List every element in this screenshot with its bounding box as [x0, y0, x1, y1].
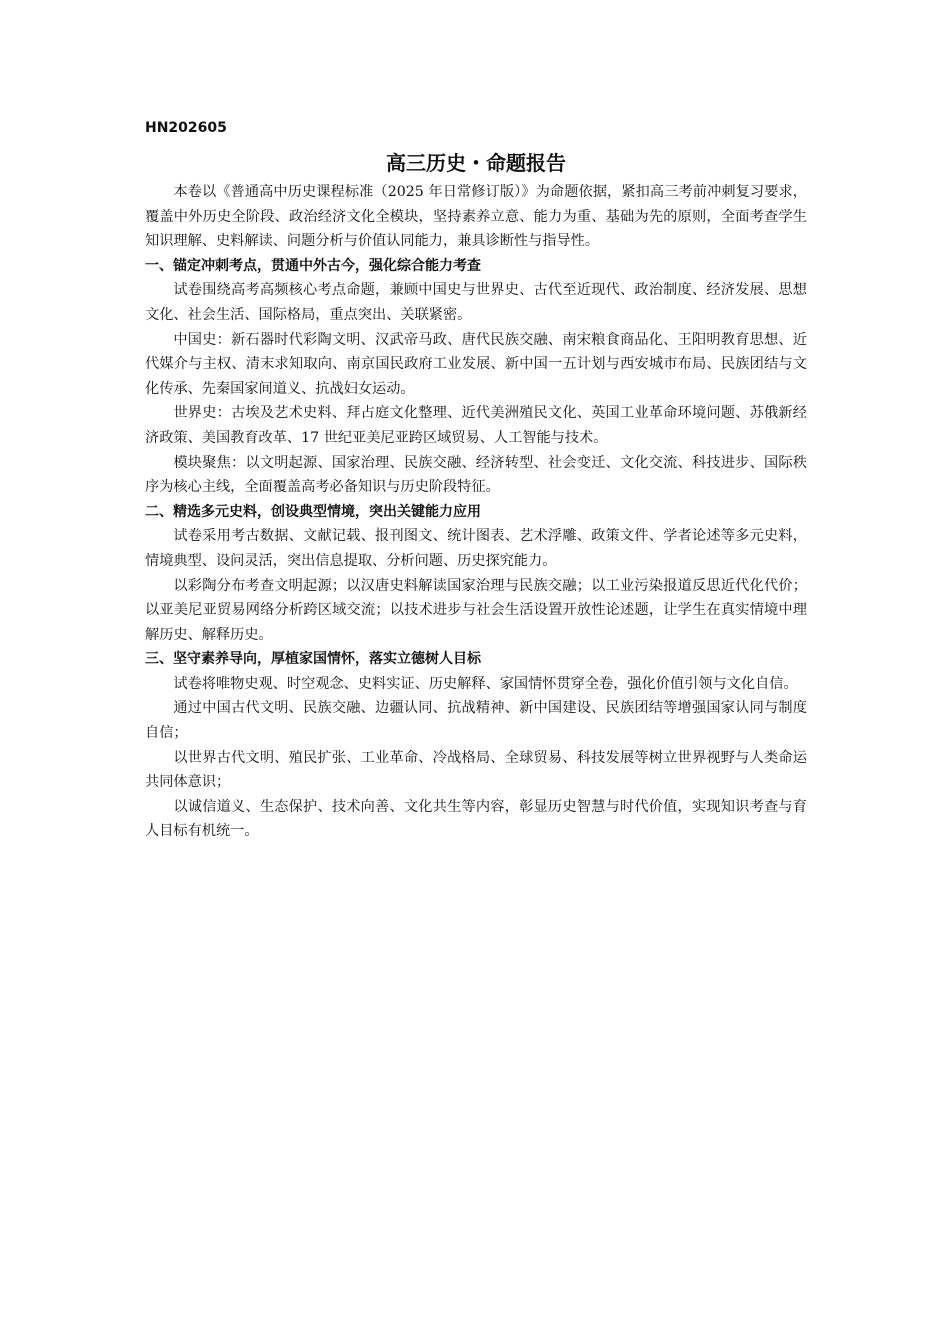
- section-paragraph: 以世界古代文明、殖民扩张、工业革命、冷战格局、全球贸易、科技发展等树立世界视野与人类命运共同体意识；: [145, 749, 807, 791]
- section-paragraph: 以诚信道义、生态保护、技术向善、文化共生等内容，彰显历史智慧与时代价值，实现知识考查与育人目标有机统一。: [145, 798, 807, 840]
- section-paragraph: 以彩陶分布考查文明起源；以汉唐史料解读国家治理与民族交融；以工业污染报道反思近代化代价；以亚美尼亚贸易网络分析跨区域交流；以技术进步与社会生活设置开放性论述题，让学生在真实情境中理解历史、解释历史。: [145, 577, 807, 643]
- section-2: [145, 500, 807, 648]
- section-paragraph: 试卷采用考古数据、文献记载、报刊图文、统计图表、艺术浮雕、政策文件、学者论述等多元史料，情境典型、设问灵活，突出信息提取、分析问题、历史探究能力。: [145, 528, 807, 569]
- document-page: [145, 118, 807, 844]
- section-paragraph: 中国史：新石器时代彩陶文明、汉武帝马政、唐代民族交融、南宋粮食商品化、王阳明教育思想、近代媒介与主权、清末求知取向、南京国民政府工业发展、新中国一五计划与西安城市布局、民族团结与文化传承、先秦国家间道义、抗战妇女运动。: [145, 331, 807, 397]
- section-paragraph: 试卷围绕高考高频核心考点命题，兼顾中国史与世界史、古代至近现代、政治制度、经济发展、思想文化、社会生活、国际格局，重点突出、关联紧密。: [145, 282, 807, 323]
- section-paragraph: 通过中国古代文明、民族交融、边疆认同、抗战精神、新中国建设、民族团结等增强国家认同与制度自信；: [145, 700, 807, 742]
- document-title: 高三历史・命题报告: [386, 151, 566, 175]
- section-1: [145, 254, 807, 500]
- section-paragraph: 试卷将唯物史观、时空观念、史料实证、历史解释、家国情怀贯穿全卷，强化价值引领与文化自信。: [173, 675, 798, 692]
- section-paragraph: 模块聚焦：以文明起源、国家治理、民族交融、经济转型、社会变迁、文化交流、科技进步、国际秩序为核心主线，全面覆盖高考必备知识与历史阶段特征。: [145, 454, 807, 496]
- intro-paragraph: 本卷以《普通高中历史课程标准（2025 年日常修订版）》为命题依据，紧扣高三考前冲刺复习要求，覆盖中外历史全阶段、政治经济文化全模块，坚持素养立意、能力为重、基础为先的原则，全面考查学生知识理解、史料解读、问题分析与价值认同能力，兼具诊断性与指导性。: [145, 184, 807, 250]
- section-heading: 一、锚定冲刺考点，贯通中外古今，强化综合能力考查: [145, 257, 481, 274]
- section-3: [145, 647, 807, 844]
- section-heading: 二、精选多元史料，创设典型情境，突出关键能力应用: [145, 503, 481, 520]
- section-paragraph: 世界史：古埃及艺术史料、拜占庭文化整理、近代美洲殖民文化、英国工业革命环境问题、苏俄新经济政策、美国教育改革、17 世纪亚美尼亚跨区域贸易、人工智能与技术。: [145, 405, 807, 446]
- document-code: HN202605: [145, 120, 227, 136]
- section-heading: 三、坚守素养导向，厚植家国情怀，落实立德树人目标: [145, 651, 481, 668]
